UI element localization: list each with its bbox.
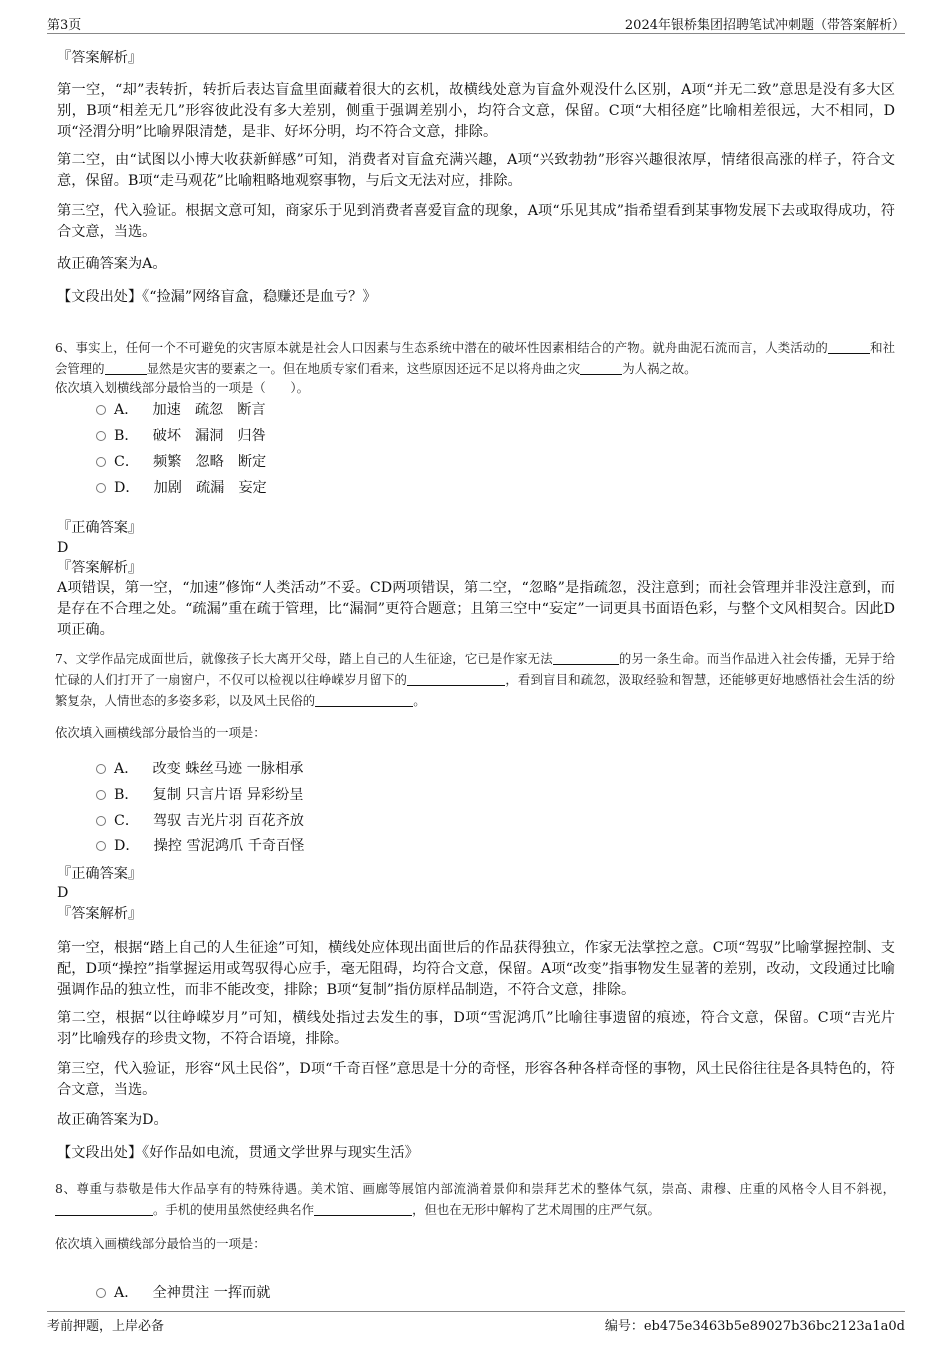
q6-analysis: A项错误，第一空，“加速”修饰“人类活动”不妥。CD两项错误，第二空，“忽略”是指疏忽，没注意到；而社会管理并非没注意到，而是存在不合理之处。“疏漏”重在疏于管理，比“漏洞”更符合题意；且第三空中“妄定”一词更具书面语色彩，与整个文风相契合。因此D项正确。 — [57, 580, 895, 638]
document-id: 编号：eb475e3463b5e89027b36bc2123a1a0d — [604, 1319, 905, 1334]
q6-option-b[interactable]: B． 破坏 漏洞 归咎 — [96, 426, 266, 446]
fill-blank — [553, 651, 619, 665]
radio-icon[interactable] — [96, 457, 106, 467]
q6-analysis-label: 『答案解析』 — [57, 560, 143, 576]
radio-icon[interactable] — [96, 1288, 106, 1298]
q5-analysis-para-2: 第二空，由“试图以小博大收获新鲜感”可知，消费者对盲盒充满兴趣，A项“兴致勃勃”形容兴趣很浓厚，情绪很高涨的样子，符合文意，保留。B项“走马观花”比喻粗略地观察事物，与后文无法对应，排除。 — [57, 152, 895, 189]
q6-stem: 6、事实上，任何一个不可避免的灾害原本就是社会人口因素与生态系统中潜在的破坏性因素相结合的产物。就舟曲泥石流而言，人类活动的 和社会管理的 显然是灾害的要素之一。但在地质专家们看来，这些原因还远不足以将舟曲之灾 为人祸之故。 — [55, 340, 895, 376]
radio-icon[interactable] — [96, 431, 106, 441]
q5-source: 【文段出处】《“捡漏”网络盲盒，稳赚还是血亏？》 — [57, 289, 377, 305]
radio-icon[interactable] — [96, 405, 106, 415]
page-number: 第3页 — [47, 18, 82, 33]
q5-analysis-para-3: 第三空，代入验证。根据文意可知，商家乐于见到消费者喜爱盲盒的现象，A项“乐见其成”指希望看到某事物发展下去或取得成功，符合文意，当选。 — [57, 203, 895, 240]
q7-answer: D — [57, 885, 69, 901]
radio-icon[interactable] — [96, 483, 106, 493]
q5-analysis-para-1: 第一空，“却”表转折，转折后表达盲盒里面藏着很大的玄机，故横线处意为盲盒外观没什么区别，A项“并无二致”意思是没有多大区别，B项“相差无几”形容彼此没有多大差别，侧重于强调差别小，均符合文意，保留。C项“大相径庭”比喻相差很远，大不相同，D项“泾渭分明”比喻界限清楚，是非、好坏分明，均不符合文意，排除。 — [57, 82, 895, 140]
fill-blank — [580, 361, 622, 375]
q8-prompt: 依次填入画横线部分最恰当的一项是： — [55, 1236, 266, 1251]
q7-option-d[interactable]: D． 操控 雪泥鸿爪 千奇百怪 — [96, 836, 304, 856]
radio-icon[interactable] — [96, 764, 106, 774]
q8-option-a[interactable]: A． 全神贯注 一挥而就 — [96, 1283, 270, 1303]
radio-icon[interactable] — [96, 841, 106, 851]
q7-source: 【文段出处】《好作品如电流，贯通文学世界与现实生活》 — [57, 1145, 419, 1161]
q6-prompt: 依次填入划横线部分最恰当的一项是（ ）。 — [55, 380, 310, 395]
radio-icon[interactable] — [96, 790, 106, 800]
radio-icon[interactable] — [96, 816, 106, 826]
q6-option-a[interactable]: A． 加速 疏忽 断言 — [96, 400, 266, 420]
q7-option-a[interactable]: A． 改变 蛛丝马迹 一脉相承 — [96, 759, 303, 779]
fill-blank — [105, 361, 147, 375]
q6-option-d[interactable]: D． 加剧 疏漏 妄定 — [96, 478, 267, 498]
q5-conclusion: 故正确答案为A。 — [57, 256, 167, 272]
fill-blank — [315, 693, 413, 707]
q7-analysis-para-3: 第三空，代入验证，形容“风土民俗”，D项“千奇百怪”意思是十分的奇怪，形容各种各样奇怪的事物，风土民俗往往是各具特色的，符合文意，当选。 — [57, 1061, 895, 1098]
q7-option-c[interactable]: C． 驾驭 吉光片羽 百花齐放 — [96, 811, 304, 831]
page-footer — [47, 1311, 905, 1333]
fill-blank — [314, 1202, 412, 1216]
fill-blank — [828, 340, 870, 354]
fill-blank — [55, 1202, 153, 1216]
q7-analysis-label: 『答案解析』 — [57, 906, 143, 922]
q7-analysis-para-1: 第一空，根据“踏上自己的人生征途”可知，横线处应体现出面世后的作品获得独立，作家无法掌控之意。C项“驾驭”比喻掌握控制、支配，D项“操控”指掌握运用或驾驭得心应手，毫无阻碍，均符合文意，保留。A项“改变”指事物发生显著的差别，改动，文段通过比喻强调作品的独立性，而非不能改变，排除；B项“复制”指仿原样品制造，不符合文意，排除。 — [57, 940, 895, 998]
fill-blank — [407, 672, 505, 686]
q5-analysis-label: 『答案解析』 — [57, 50, 143, 66]
document-title: 2024年银桥集团招聘笔试冲刺题（带答案解析） — [624, 18, 905, 33]
page-header — [47, 12, 905, 34]
q8-stem: 8、尊重与恭敬是伟大作品享有的特殊待遇。美术馆、画廊等展馆内部流淌着景仰和崇拜艺术的整体气氛，崇高、肃穆、庄重的风格令人目不斜视，。手机的使用虽然使经典名作 ，但也在无形中解构了艺术周围的庄严气氛。 — [55, 1181, 895, 1217]
q7-analysis-para-2: 第二空，根据“以往峥嵘岁月”可知，横线处指过去发生的事，D项“雪泥鸿爪”比喻往事遗留的痕迹，符合文意，保留。C项“吉光片羽”比喻残存的珍贵文物，不符合语境，排除。 — [57, 1010, 895, 1047]
q7-answer-label: 『正确答案』 — [57, 866, 143, 882]
q7-stem: 7、文学作品完成面世后，就像孩子长大离开父母，踏上自己的人生征途，它已是作家无法 的另一条生命。而当作品进入社会传播，无异于给忙碌的人们打开了一扇窗户，不仅可以检视以往峥嵘岁月留下的 ，看到盲目和疏忽，汲取经验和智慧，还能够更好地感悟社会生活的纷繁复杂，人情世态的多姿多彩，以及风土民俗的 。 — [55, 651, 896, 708]
q7-prompt: 依次填入画横线部分最恰当的一项是： — [55, 725, 266, 740]
q6-answer-label: 『正确答案』 — [57, 520, 143, 536]
q6-answer: D — [57, 540, 69, 556]
footer-slogan: 考前押题，上岸必备 — [47, 1319, 165, 1334]
q6-option-c[interactable]: C． 频繁 忽略 断定 — [96, 452, 266, 472]
q7-conclusion: 故正确答案为D。 — [57, 1112, 168, 1128]
q7-option-b[interactable]: B． 复制 只言片语 异彩纷呈 — [96, 785, 304, 805]
